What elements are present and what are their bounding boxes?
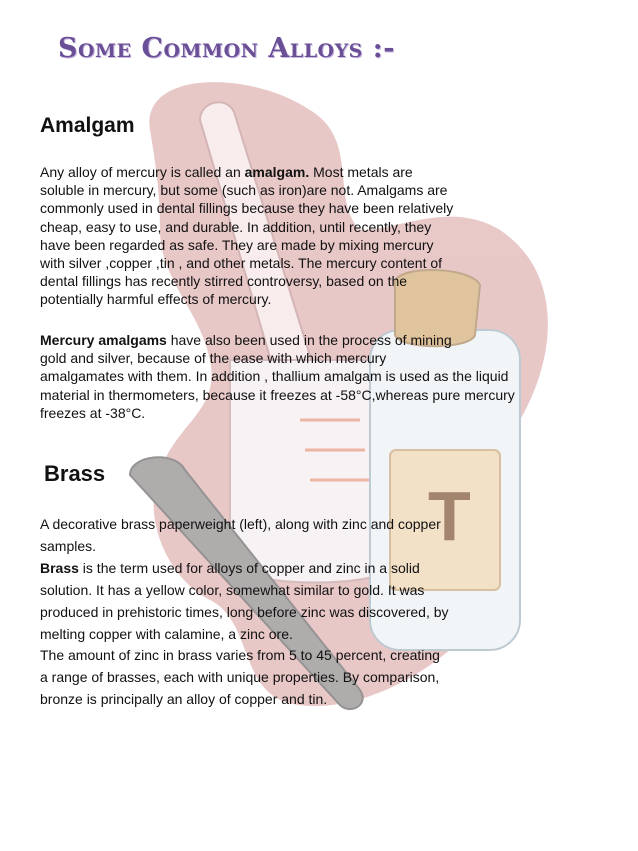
text-line xyxy=(40,331,515,349)
text-line: cheap, easy to use, and durable. In addition, until recently, they xyxy=(40,218,432,235)
text-line xyxy=(40,163,453,181)
text-run: is the term used for alloys of copper and zinc in a solid xyxy=(78,559,420,576)
text-line: dental fillings has recently stirred controversy, based on the xyxy=(40,273,408,290)
text-line: commonly used in dental fillings because they have been relatively xyxy=(40,200,454,217)
text-line: samples. xyxy=(40,537,97,554)
section-heading-amalgam: Amalgam xyxy=(40,114,135,137)
text-line: produced in prehistoric times, long before zinc was discovered, by xyxy=(40,603,449,620)
brass-paragraph xyxy=(40,514,449,711)
text-line: bronze is principally an alloy of copper and tin. xyxy=(40,691,328,708)
section-heading-brass: Brass xyxy=(44,461,106,486)
text-line: freezes at -38°C. xyxy=(40,404,146,421)
text-line: A decorative brass paperweight (left), along with zinc and copper xyxy=(40,516,441,532)
bottle-label-letter: T xyxy=(428,477,471,555)
text-line: melting copper with calamine, a zinc ore. xyxy=(40,625,293,642)
text-line: solution. It has a yellow color, somewhat similar to gold. It was xyxy=(40,581,425,598)
text-line: gold and silver, because of the ease with which mercury xyxy=(40,350,387,367)
text-run: Any alloy of mercury is called an xyxy=(40,164,245,180)
text-line: have been regarded as safe. They are made by mixing mercury xyxy=(40,236,434,253)
amalgam-paragraph-2 xyxy=(40,331,515,422)
bold-term: Brass xyxy=(40,559,79,576)
text-run: Most metals are xyxy=(309,164,413,180)
text-line: soluble in mercury, but some (such as iron)are not. Amalgams are xyxy=(40,182,448,199)
bold-term: amalgam. xyxy=(244,164,310,180)
page-title: Some Common Alloys :- xyxy=(58,33,395,64)
text-line: The amount of zinc in brass varies from 5 to 45 percent, creating xyxy=(40,647,440,664)
amalgam-paragraph-1 xyxy=(40,163,453,309)
bold-term: Mercury amalgams xyxy=(40,332,167,348)
text-line: potentially harmful effects of mercury. xyxy=(40,291,272,308)
text-line xyxy=(40,558,449,580)
text-line: a range of brasses, each with unique properties. By comparison, xyxy=(40,669,440,686)
text-run: have also been used in the process of mining xyxy=(166,332,452,348)
text-line: amalgamates with them. In addition , thallium amalgam is used as the liquid xyxy=(40,368,509,385)
text-line: material in thermometers, because it freezes at -58°C,whereas pure mercury xyxy=(40,386,515,403)
text-line: with silver ,copper ,tin , and other metals. The mercury content of xyxy=(40,255,443,272)
